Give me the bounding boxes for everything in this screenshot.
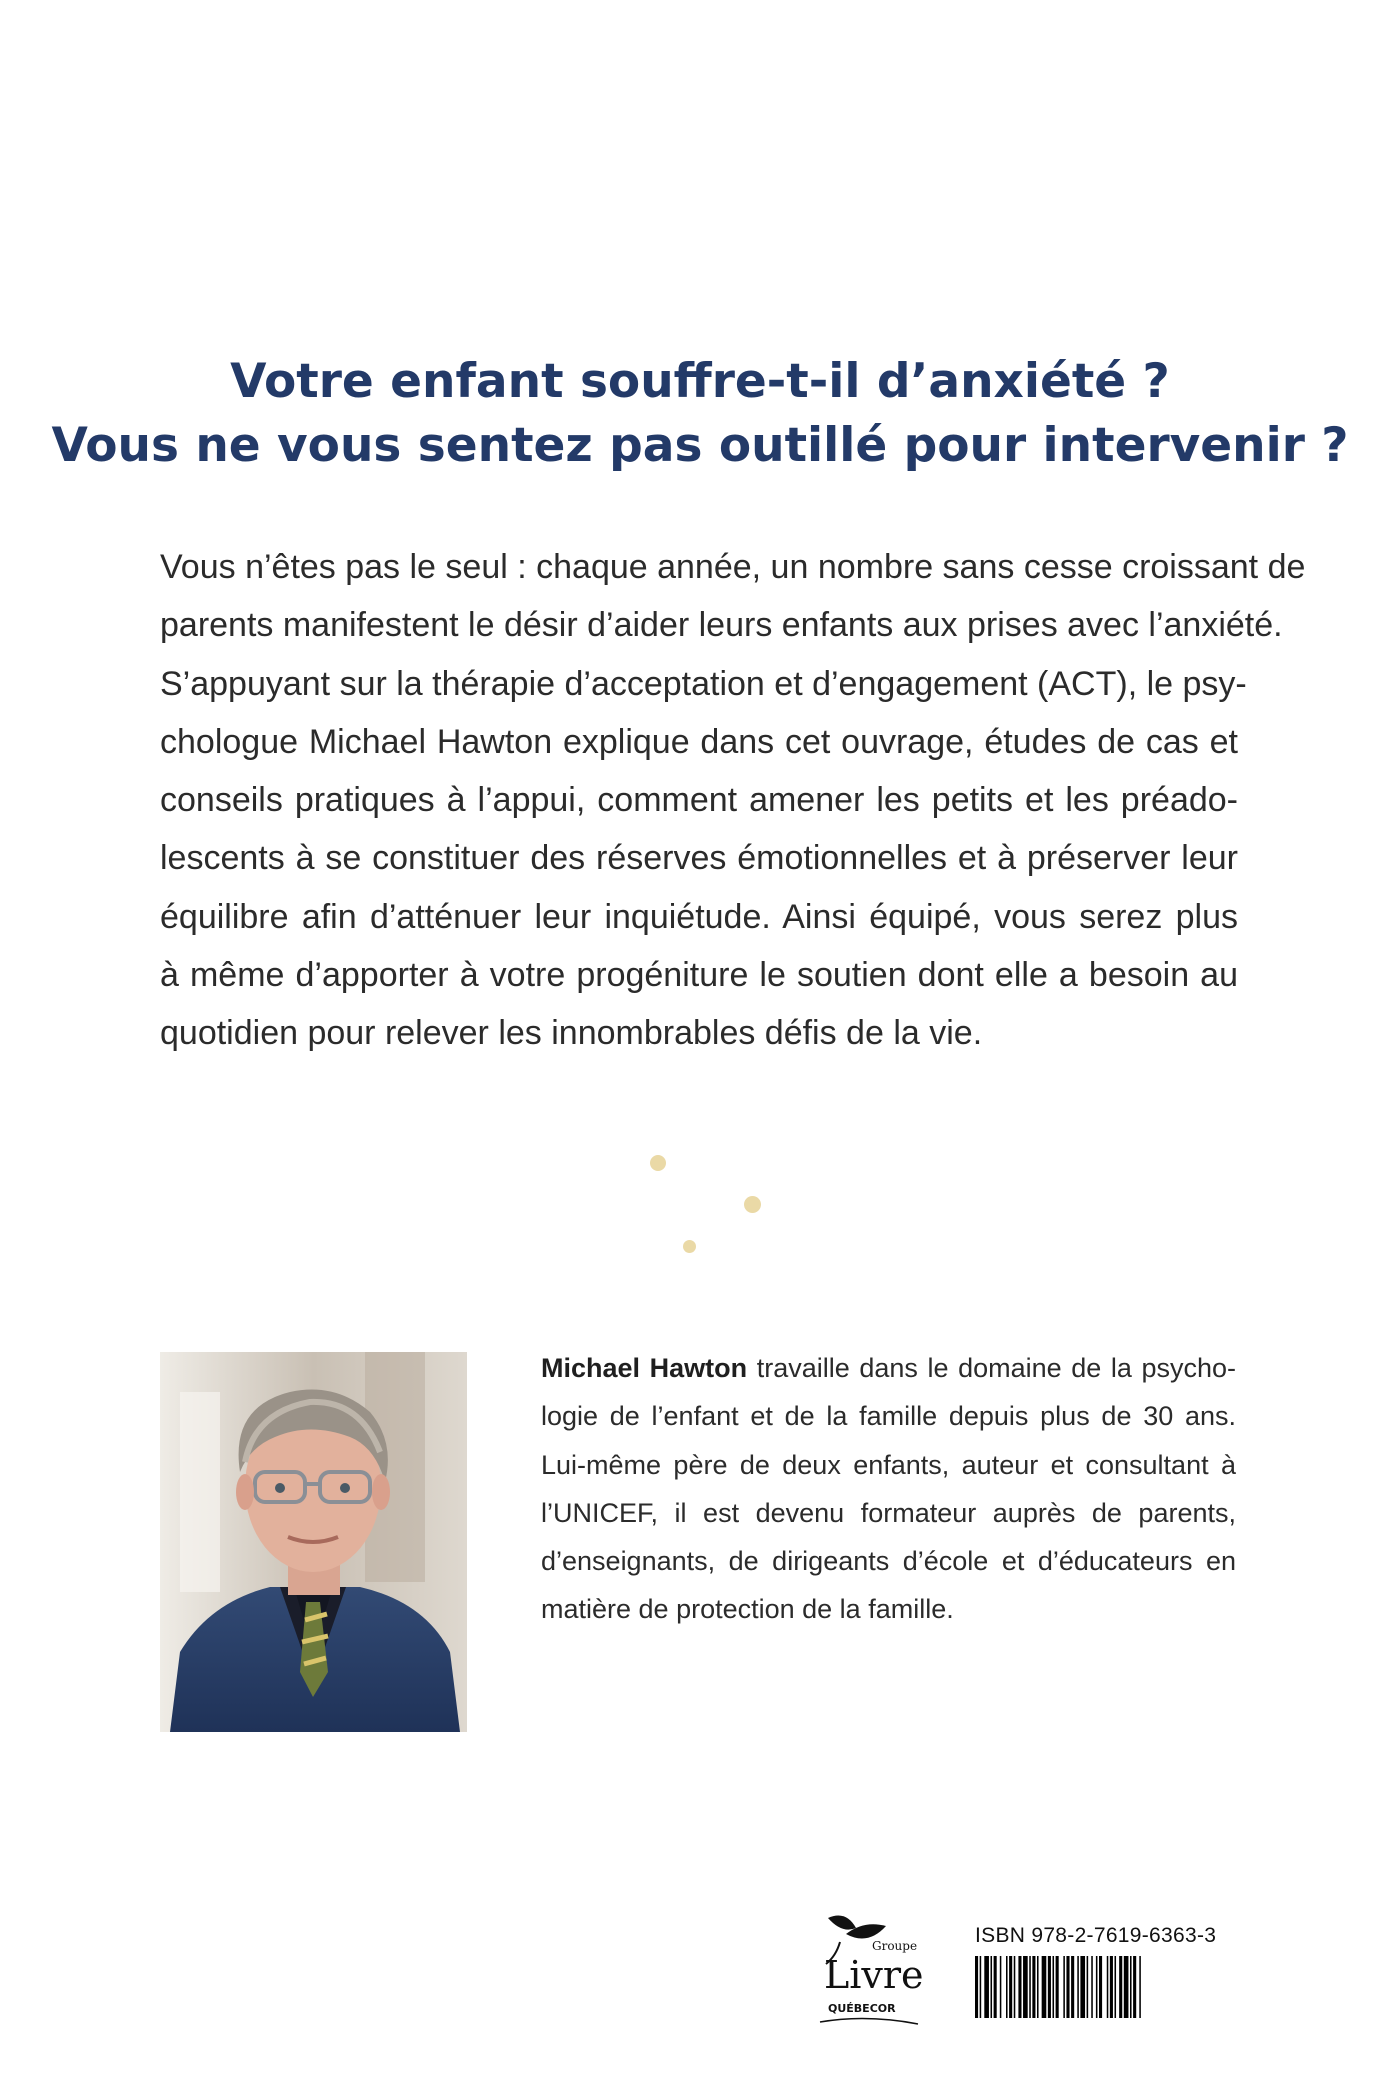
barcode-bar <box>1056 1956 1059 2018</box>
description-line: chologue Michael Hawton explique dans cet ouvrage, études de cas et <box>160 722 1238 761</box>
barcode-bar <box>980 1956 982 2018</box>
barcode-bar <box>984 1956 989 2018</box>
barcode-bar <box>1133 1956 1136 2018</box>
barcode <box>975 1956 1233 2018</box>
barcode-bar <box>1009 1956 1012 2018</box>
leaf-icon <box>828 1916 856 1930</box>
barcode-bar <box>975 1956 978 2018</box>
description-line: lescents à se constituer des réserves émotionnelles et à préserver leur <box>160 839 1238 878</box>
publisher-name-line-3: QUÉBECOR <box>828 2002 896 2015</box>
publisher-name-line-1: Groupe <box>872 1939 918 1953</box>
decorative-dot <box>650 1155 666 1171</box>
decorative-dot <box>683 1240 696 1253</box>
barcode-bar <box>1014 1956 1016 2018</box>
barcode-bar <box>1087 1956 1089 2018</box>
barcode-bar <box>1107 1956 1109 2018</box>
barcode-bar <box>1077 1956 1079 2018</box>
description-line: conseils pratiques à l’appui, comment amener les petits et les préado- <box>160 781 1238 820</box>
description-line: S’appuyant sur la thérapie d’acceptation et d’engagement (ACT), le psy- <box>160 664 1247 703</box>
barcode-bar <box>1023 1956 1028 2018</box>
barcode-bar <box>1063 1956 1065 2018</box>
barcode-bar <box>1130 1956 1132 2018</box>
barcode-bar <box>1099 1956 1102 2018</box>
barcode-bar <box>1080 1956 1085 2018</box>
barcode-bar <box>1048 1956 1051 2018</box>
headline <box>0 350 1400 478</box>
author-bio-line: matière de protection de la famille. <box>541 1594 954 1625</box>
barcode-bar <box>1032 1956 1035 2018</box>
description-line: parents manifestent le désir d’aider leurs enfants aux prises avec l’anxiété. <box>160 606 1283 645</box>
author-bio-line: logie de l’enfant et de la famille depuis plus de 30 ans. <box>541 1401 1236 1432</box>
author-bio-line: d’enseignants, de dirigeants d’école et d’éducateurs en <box>541 1546 1236 1577</box>
barcode-bar <box>1071 1956 1074 2018</box>
barcode-bar <box>1110 1956 1113 2018</box>
author-bio <box>541 1344 1236 1634</box>
author-bio-line: l’UNICEF, il est devenu formateur auprès de parents, <box>541 1497 1236 1528</box>
barcode-bar <box>1124 1956 1129 2018</box>
barcode-bar <box>1119 1956 1122 2018</box>
barcode-bar <box>991 1956 993 2018</box>
description-line: équilibre afin d’atténuer leur inquiétude. Ainsi équipé, vous serez plus <box>160 897 1238 936</box>
barcode-bar <box>1042 1956 1047 2018</box>
headline-line-1: Votre enfant souffre-t-il d’anxiété ? <box>230 354 1170 409</box>
publisher-logo <box>806 1906 936 2036</box>
author-bio-line: Lui-même père de deux enfants, auteur et consultant à <box>541 1449 1236 1480</box>
description-paragraph <box>160 538 1306 1063</box>
isbn-label: ISBN 978-2-7619-6363-3 <box>975 1924 1217 1947</box>
description-line: à même d’apporter à votre progéniture le soutien dont elle a besoin au <box>160 956 1238 995</box>
barcode-bar <box>1018 1956 1021 2018</box>
author-photo <box>160 1352 467 1732</box>
barcode-bar <box>1006 1956 1008 2018</box>
barcode-bar <box>1139 1956 1141 2018</box>
author-name: Michael Hawton <box>541 1353 748 1383</box>
description-line: quotidien pour relever les innombrables défis de la vie. <box>160 1014 983 1053</box>
barcode-bar <box>1000 1956 1002 2018</box>
headline-line-2: Vous ne vous sentez pas outillé pour intervenir ? <box>51 418 1349 473</box>
barcode-bar <box>1066 1956 1069 2018</box>
barcode-bar <box>1029 1956 1031 2018</box>
barcode-bar <box>1096 1956 1098 2018</box>
publisher-name-line-2: Livre <box>824 1953 924 1997</box>
barcode-bar <box>1037 1956 1039 2018</box>
description-line: Vous n’êtes pas le seul : chaque année, un nombre sans cesse croissant de <box>160 548 1306 586</box>
author-bio-line: Michael Hawton travaille dans le domaine de la psycho- <box>541 1353 1236 1383</box>
barcode-bar <box>1115 1956 1117 2018</box>
barcode-bar <box>994 1956 997 2018</box>
barcode-bar <box>1053 1956 1055 2018</box>
decorative-dot <box>744 1196 761 1213</box>
barcode-bar <box>1091 1956 1093 2018</box>
